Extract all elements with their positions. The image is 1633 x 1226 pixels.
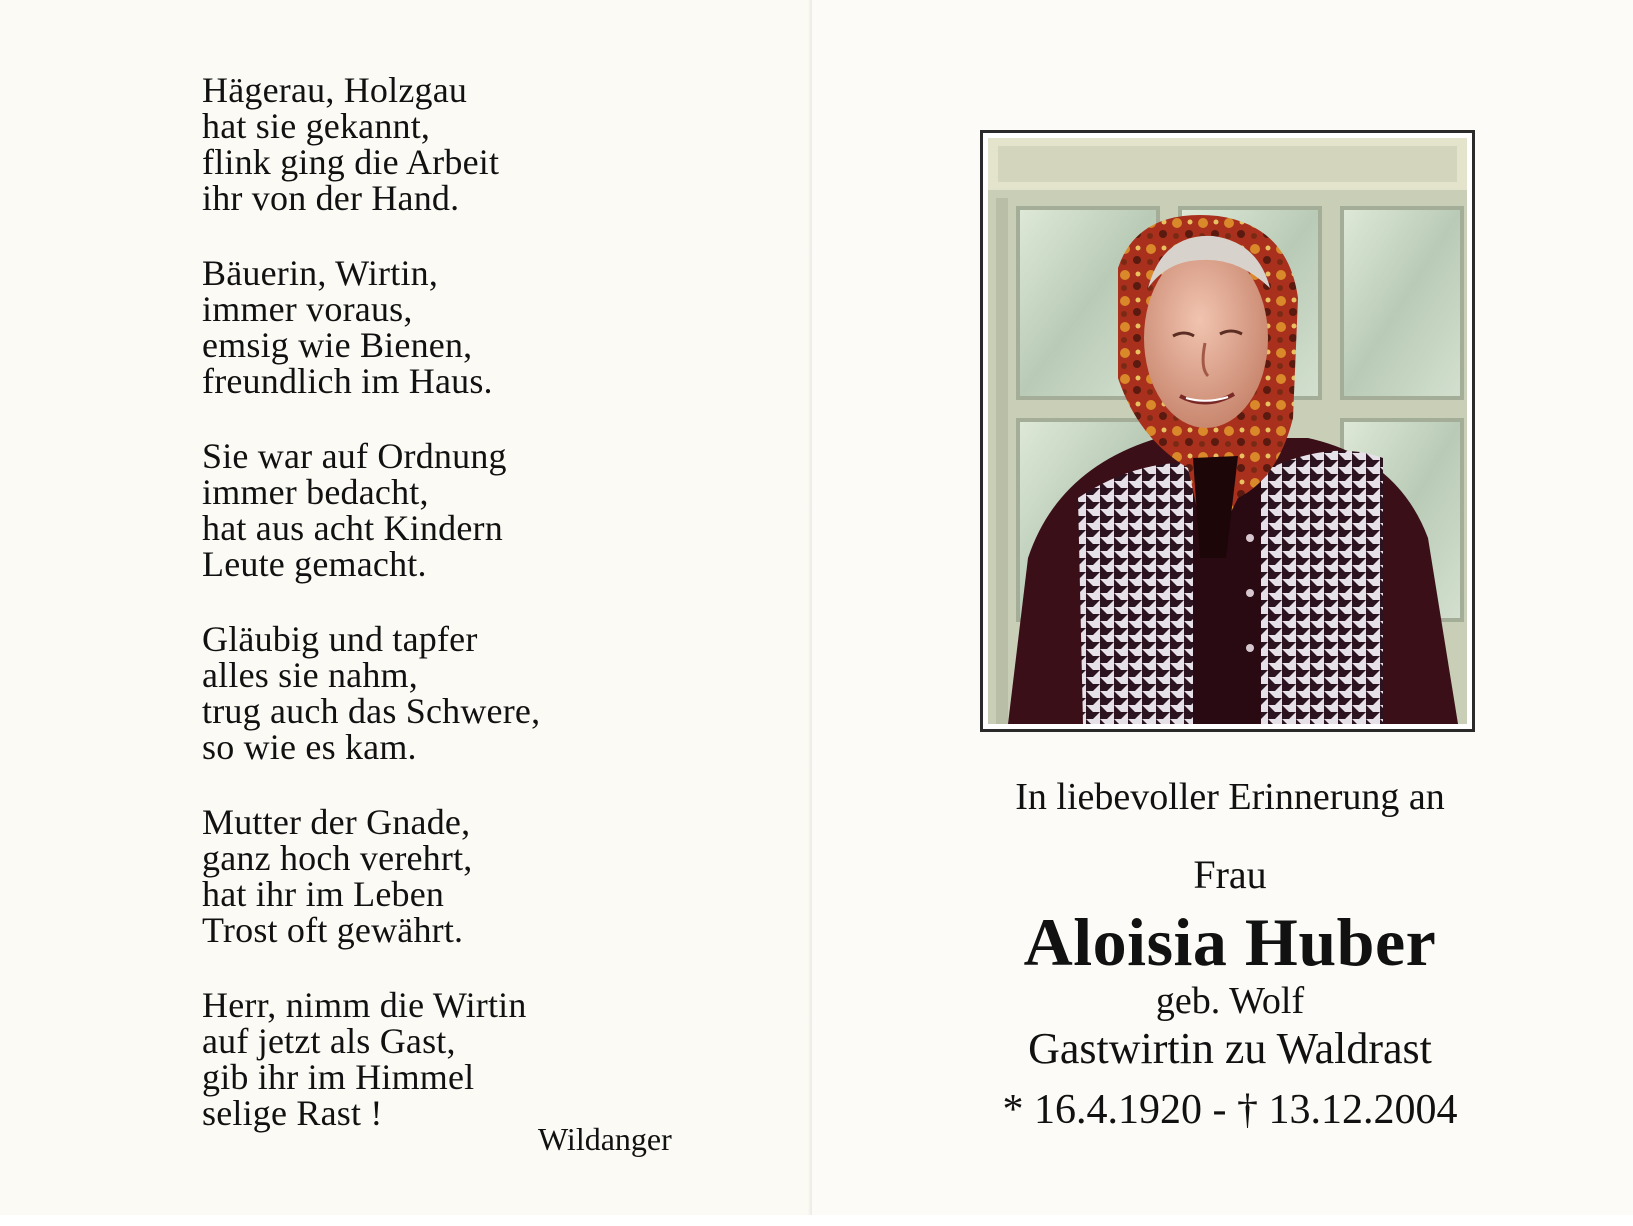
memorial-intro: In liebevoller Erinnerung an: [1015, 776, 1445, 818]
poem-stanza: [202, 255, 762, 399]
life-dates: * 16.4.1920 - † 13.12.2004: [1002, 1087, 1458, 1133]
poem-line: hat aus acht Kindern: [202, 508, 503, 548]
poem-line: freundlich im Haus.: [202, 361, 493, 401]
poem-line: Mutter der Gnade,: [202, 802, 471, 842]
poem-line: Sie war auf Ordnung: [202, 436, 507, 476]
poem-stanza: [202, 804, 762, 948]
poem-line: Bäuerin, Wirtin,: [202, 253, 439, 293]
poem-line: alles sie nahm,: [202, 655, 418, 695]
poem-line: Gläubig und tapfer: [202, 619, 478, 659]
poem-author: Wildanger: [538, 1121, 672, 1157]
poem-line: flink ging die Arbeit: [202, 142, 500, 182]
poem-line: trug auch das Schwere,: [202, 691, 541, 731]
poem-line: emsig wie Bienen,: [202, 325, 473, 365]
poem-line: hat sie gekannt,: [202, 106, 431, 146]
poem-stanza: [202, 987, 762, 1131]
poem-line: selige Rast !: [202, 1093, 383, 1133]
birth-name: geb. Wolf: [1155, 980, 1305, 1022]
memorial-title: Frau: [1193, 852, 1267, 897]
occupation: Gastwirtin zu Waldrast: [1028, 1024, 1432, 1073]
poem-line: gib ihr im Himmel: [202, 1057, 475, 1097]
poem-line: ihr von der Hand.: [202, 178, 460, 218]
poem-line: Hägerau, Holzgau: [202, 70, 468, 110]
poem-stanza: [202, 438, 762, 582]
poem-line: Trost oft gewährt.: [202, 910, 464, 950]
poem-line: so wie es kam.: [202, 727, 417, 767]
deceased-name: Aloisia Huber: [1023, 904, 1437, 980]
poem-panel: [0, 0, 812, 1215]
poem: [202, 72, 762, 1170]
poem-stanza: [202, 621, 762, 765]
poem-line: hat ihr im Leben: [202, 874, 445, 914]
poem-line: immer bedacht,: [202, 472, 429, 512]
portrait-photo: [980, 130, 1475, 732]
poem-line: immer voraus,: [202, 289, 413, 329]
poem-line: Herr, nimm die Wirtin: [202, 985, 527, 1025]
poem-line: ganz hoch verehrt,: [202, 838, 473, 878]
poem-stanza: [202, 72, 762, 216]
poem-line: Leute gemacht.: [202, 544, 427, 584]
portrait-image: [988, 138, 1467, 724]
poem-line: auf jetzt als Gast,: [202, 1021, 456, 1061]
